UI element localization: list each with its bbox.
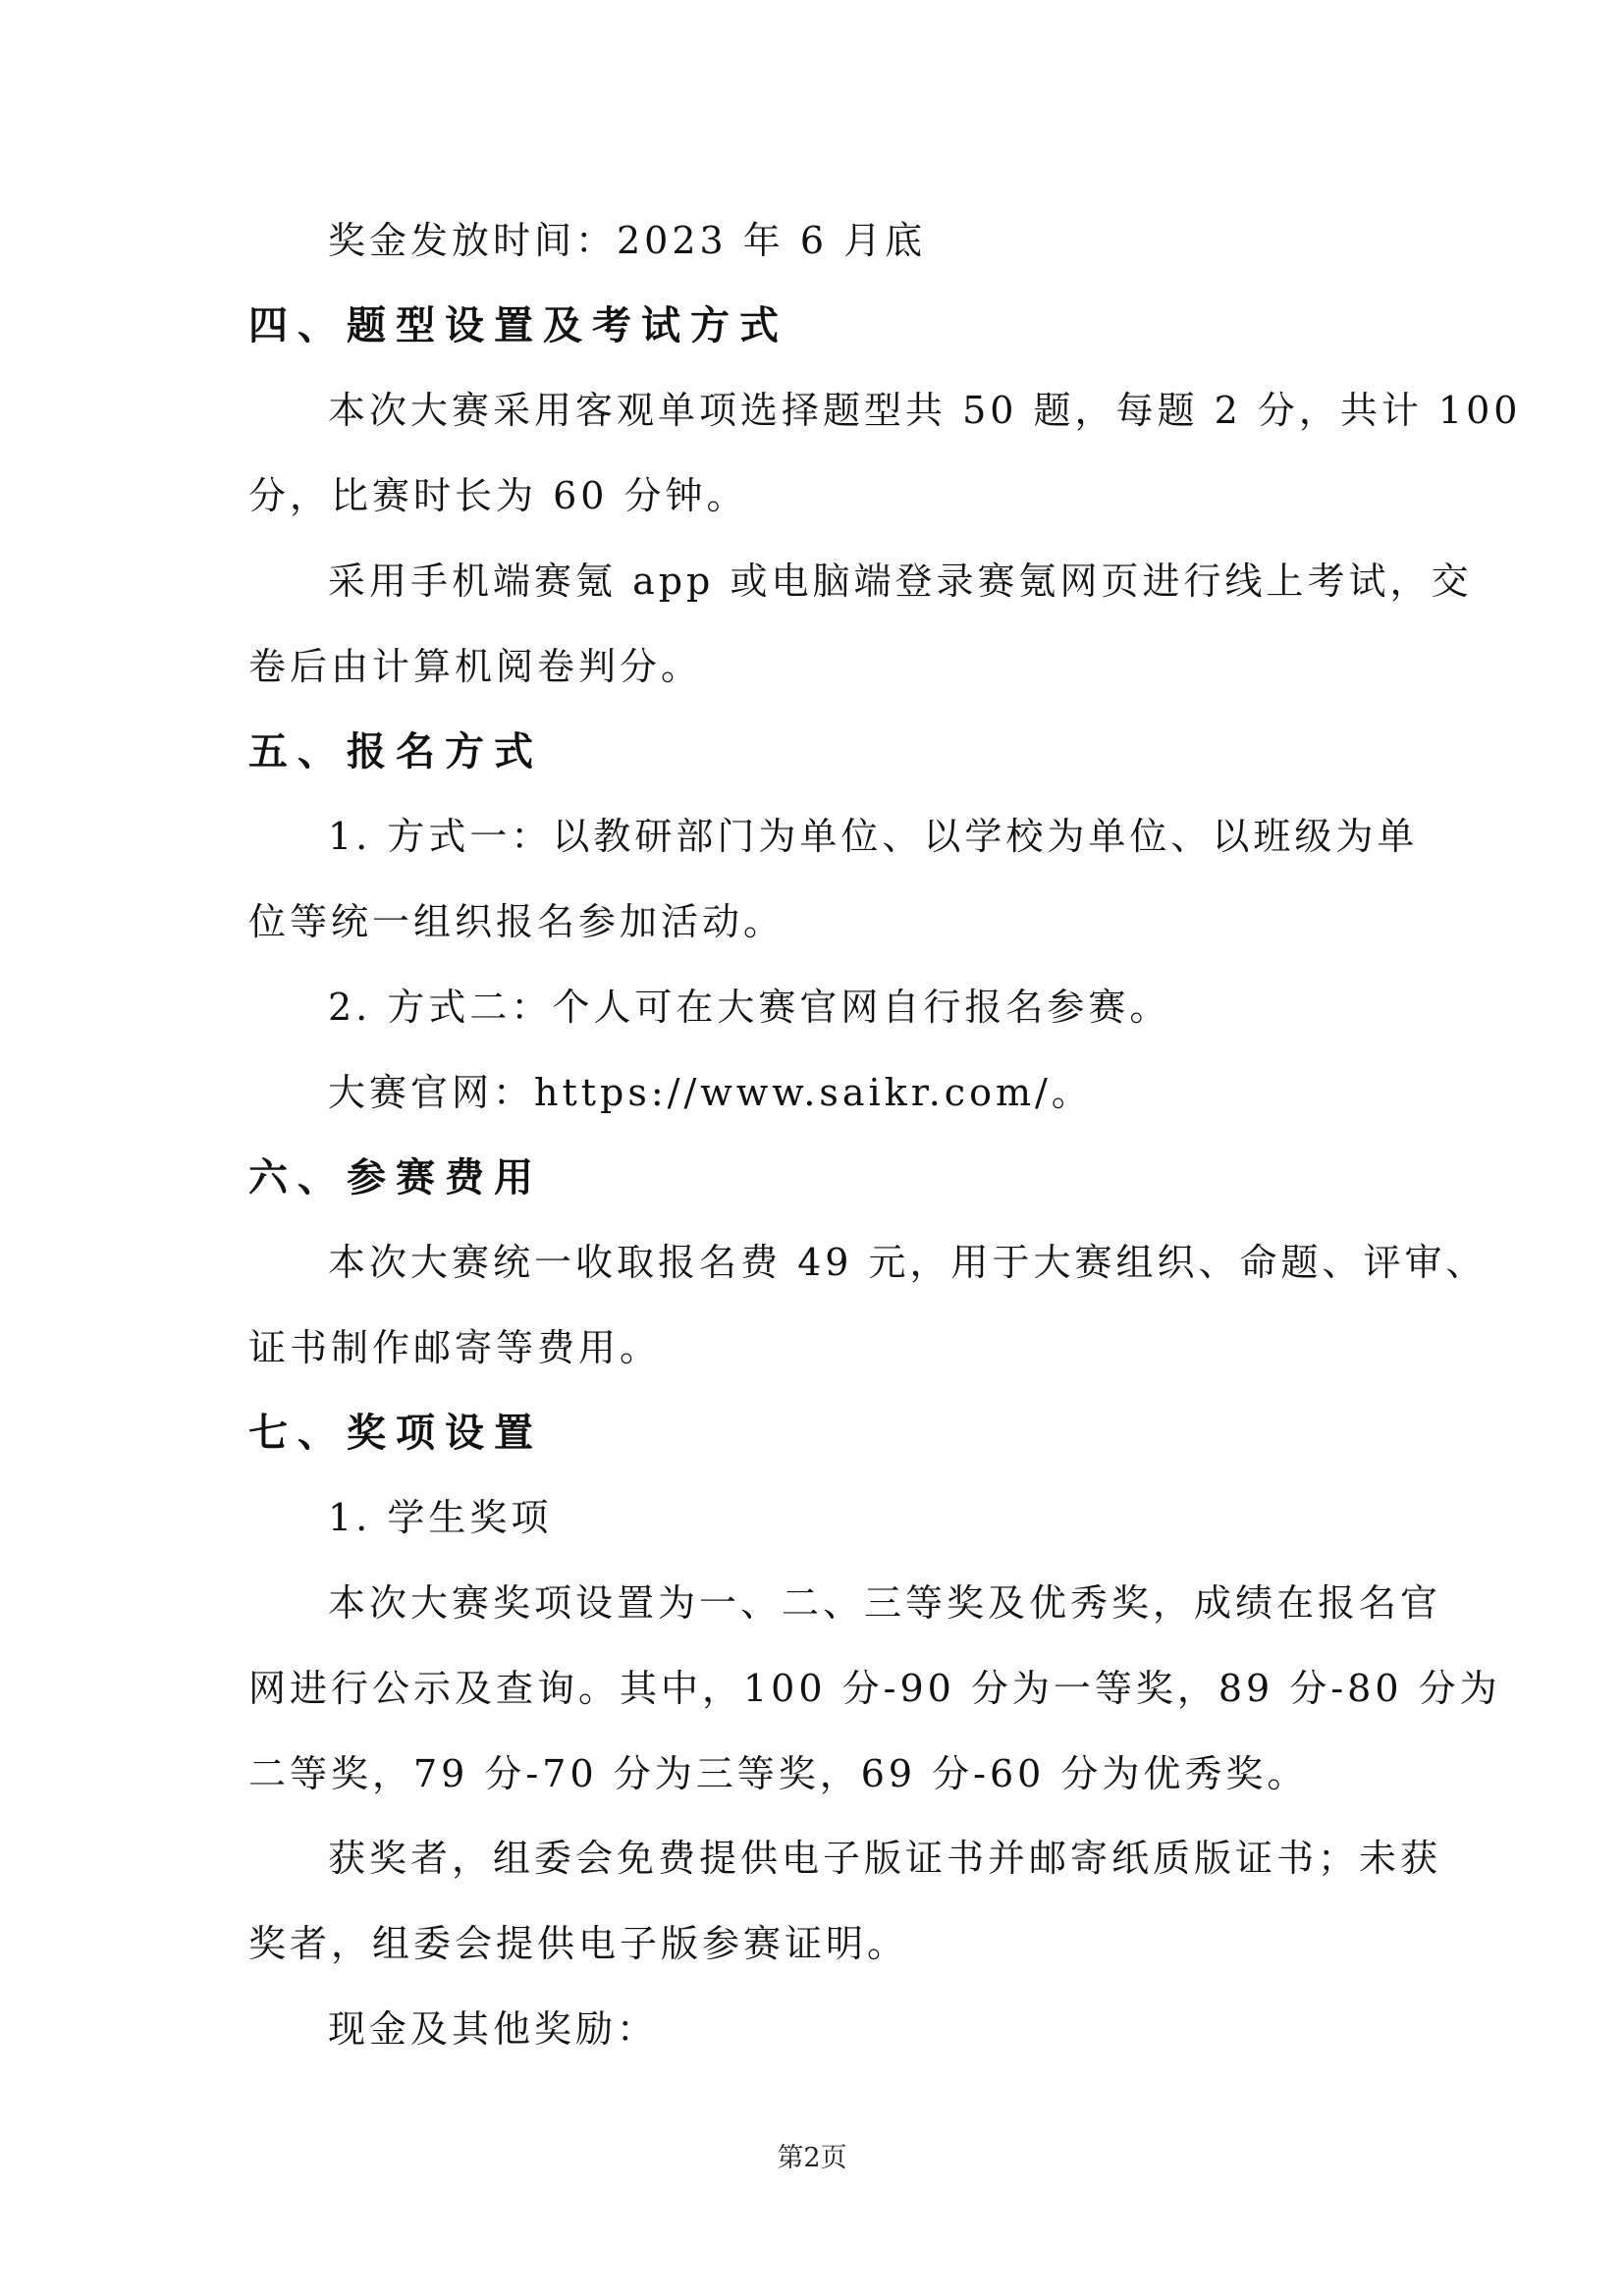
paragraph-line: 位等统一组织报名参加活动。 [248, 900, 785, 943]
paragraph-line: 奖者，组委会提供电子版参赛证明。 [248, 1922, 909, 1965]
paragraph-line: 奖金发放时间：2023 年 6 月底 [328, 219, 927, 262]
paragraph-line: 卷后由计算机阅卷判分。 [248, 645, 703, 688]
paragraph-line: 采用手机端赛氪 app 或电脑端登录赛氪网页进行线上考试，交 [328, 560, 1473, 603]
paragraph-line: 本次大赛奖项设置为一、二、三等奖及优秀奖，成绩在报名官 [328, 1581, 1442, 1625]
paragraph-line: 获奖者，组委会免费提供电子版证书并邮寄纸质版证书；未获 [328, 1837, 1442, 1880]
paragraph-line: 分，比赛时长为 60 分钟。 [248, 474, 748, 517]
section-heading: 四、题型设置及考试方式 [248, 302, 788, 348]
paragraph-line: 二等奖，79 分-70 分为三等奖，69 分-60 分为优秀奖。 [248, 1752, 1309, 1795]
subheading-line: 1. 学生奖项 [328, 1496, 553, 1539]
paragraph-line: 本次大赛采用客观单项选择题型共 50 题，每题 2 分，共计 100 [328, 389, 1522, 432]
paragraph-line: 2. 方式二：个人可在大赛官网自行报名参赛。 [328, 986, 1171, 1029]
paragraph-line: 网进行公示及查询。其中，100 分-90 分为一等奖，89 分-80 分为 [248, 1667, 1501, 1710]
paragraph-line: 证书制作邮寄等费用。 [248, 1326, 662, 1369]
paragraph-line: 现金及其他奖励： [328, 2007, 659, 2051]
paragraph-line: 1. 方式一：以教研部门为单位、以学校为单位、以班级为单 [328, 815, 1419, 858]
section-heading: 五、报名方式 [248, 728, 543, 774]
page-number: 第2页 [777, 2143, 847, 2173]
website-line: 大赛官网：https://www.saikr.com/。 [328, 1071, 1093, 1114]
paragraph-line: 本次大赛统一收取报名费 49 元，用于大赛组织、命题、评审、 [328, 1241, 1488, 1284]
section-heading: 七、奖项设置 [248, 1410, 543, 1456]
section-heading: 六、参赛费用 [248, 1154, 543, 1201]
